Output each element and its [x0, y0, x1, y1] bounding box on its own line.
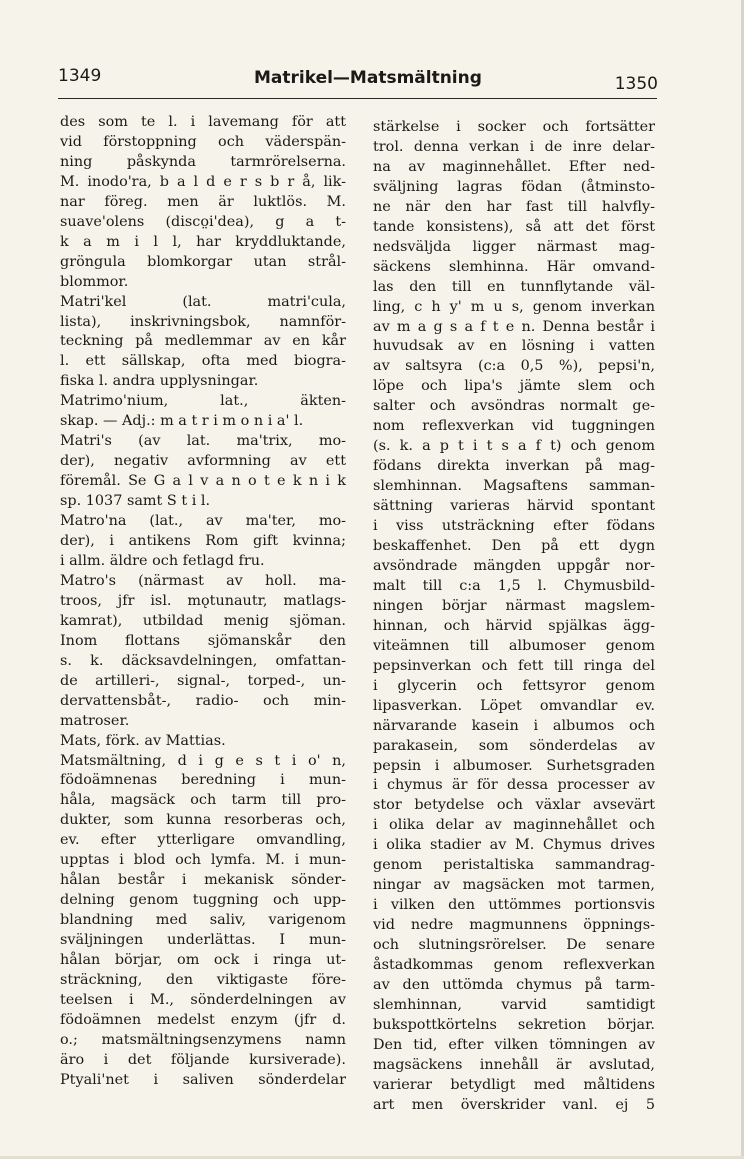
text-line: av saltsyra (c:a 0,5 %), pepsi'n, — [373, 358, 655, 375]
text-line: suave'olens (disco̤i'dea), g a t- — [60, 213, 346, 230]
text-line: födans direkta inverkan på mag- — [373, 458, 655, 475]
text-line: ne när den har fast till halvfly- — [373, 198, 655, 215]
text-line: Ptyali'net i saliven sönderdelar — [60, 1071, 346, 1088]
text-line: håla, magsäck och tarm till pro- — [60, 792, 346, 809]
text-line: pepsinverkan och fett till ringa del — [373, 657, 655, 674]
text-line: Matsmältning, d i g e s t i o' n, — [60, 752, 346, 769]
text-line: hålan börjar, om ock i ringa ut- — [60, 952, 346, 969]
text-line: (s. k. a p t i t s a f t) och genom — [373, 438, 655, 455]
text-line: dervattensbåt-, radio- och min- — [60, 692, 346, 709]
text-line: i viss utsträckning efter födans — [373, 518, 655, 535]
text-line: beskaffenhet. Den på ett dygn — [373, 538, 655, 555]
text-line: och slutningsrörelser. De senare — [373, 937, 655, 954]
text-line: s. k. däcksavdelningen, omfattan- — [60, 652, 346, 669]
text-line: genom peristaltiska sammandrag- — [373, 857, 655, 874]
right-text-column — [373, 118, 655, 1116]
text-line: na av maginnehållet. Efter ned- — [373, 158, 655, 175]
text-line: vid förstoppning och väderspän- — [60, 133, 346, 150]
text-line: trol. denna verkan i de inre delar- — [373, 138, 655, 155]
left-text-column — [60, 113, 346, 1091]
text-line: Matri's (av lat. ma'trix, mo- — [60, 433, 346, 450]
text-line: blommor. — [60, 273, 129, 290]
text-line: av den uttömda chymus på tarm- — [373, 976, 655, 993]
text-line: löpe och lipa's jämte slem och — [373, 378, 655, 395]
text-line: sättning varieras härvid spontant — [373, 498, 655, 515]
text-line: hinnan, och härvid spjälkas ägg- — [373, 617, 655, 634]
text-line: närvarande kasein i albumos och — [373, 717, 655, 734]
text-line: Inom flottans sjömanskår den — [60, 632, 346, 649]
text-line: äro i det följande kursiverade). — [60, 1051, 346, 1068]
text-line: de artilleri-, signal-, torped-, un- — [60, 672, 346, 689]
text-line: l. ett sällskap, ofta med biogra- — [60, 353, 346, 370]
running-header — [58, 66, 658, 94]
text-line: kamrat), utbildad menig sjöman. — [60, 612, 346, 629]
text-line: av m a g s a f t e n. Denna består i — [373, 318, 655, 335]
text-line: Matro'na (lat., av ma'ter, mo- — [60, 513, 346, 530]
page-number-left: 1349 — [58, 66, 102, 86]
text-line: k a m i l l, har kryddluktande, — [60, 233, 346, 250]
text-line: bukspottkörtelns sekretion börjar. — [373, 1016, 655, 1033]
running-title: Matrikel—Matsmältning — [254, 68, 482, 88]
text-line: sväljningen underlättas. I mun- — [60, 932, 346, 949]
text-line: des som te l. i lavemang för att — [60, 114, 346, 130]
text-line: malt till c:a 1,5 l. Chymusbild- — [373, 577, 655, 594]
text-line: Den tid, efter vilken tömningen av — [373, 1036, 655, 1053]
text-line: fiska l. andra upplysningar. — [60, 373, 259, 390]
text-line: ling, c h y' m u s, genom inverkan — [373, 298, 655, 315]
text-line: nar föreg. men är luktlös. M. — [60, 193, 346, 210]
text-line: pepsin i albumoser. Surhetsgraden — [373, 757, 655, 774]
text-line: art men överskrider vanl. ej 5 — [373, 1096, 655, 1113]
text-line: hålan består i mekanisk sönder- — [60, 872, 346, 889]
text-line: i vilken den uttömmes portionsvis — [373, 897, 655, 914]
text-line: viteämnen till albumoser genom — [373, 637, 655, 654]
text-line: o.; matsmältningsenzymens namn — [60, 1031, 346, 1048]
text-line: stor betydelse och växlar avsevärt — [373, 797, 655, 814]
text-line: ningar av magsäcken mot tarmen, — [373, 877, 655, 894]
text-line: födoämnenas beredning i mun- — [60, 772, 346, 789]
text-line: der), negativ avformning av ett — [60, 453, 346, 470]
text-line: teckning på medlemmar av en kår — [60, 333, 346, 350]
text-line: födoämnen medelst enzym (jfr d. — [60, 1011, 346, 1028]
text-line: varierar betydligt med måltidens — [373, 1076, 655, 1093]
text-line: Mats, förk. av Mattias. — [60, 732, 226, 749]
text-line: vid nedre magmunnens öppnings- — [373, 917, 655, 934]
text-line: nedsväljda ligger närmast mag- — [373, 238, 655, 255]
header-rule — [58, 98, 657, 99]
text-line: slemhinnan. Magsaftens samman- — [373, 478, 655, 495]
text-line: Matrimo'nium, lat., äkten- — [60, 393, 346, 410]
text-line: i allm. äldre och fetlagd fru. — [60, 552, 265, 569]
text-line: sväljning lagras födan (åtminsto- — [373, 178, 655, 195]
text-line: i olika delar av maginnehållet och — [373, 817, 655, 834]
text-line: lista), inskrivningsbok, namnför- — [60, 313, 346, 330]
text-line: sträckning, den viktigaste före- — [60, 971, 346, 988]
text-line: las den till en tunnflytande väl- — [373, 278, 655, 295]
text-line: matroser. — [60, 712, 130, 729]
text-line: teelsen i M., sönderdelningen av — [60, 991, 346, 1008]
text-line: stärkelse i socker och fortsätter — [373, 119, 655, 135]
text-line: lipasverkan. Löpet omvandlar ev. — [373, 697, 655, 714]
text-line: Matri'kel (lat. matri'cula, — [60, 293, 346, 310]
text-line: slemhinnan, varvid samtidigt — [373, 996, 655, 1013]
text-line: ev. efter ytterligare omvandling, — [60, 832, 346, 849]
text-line: i olika stadier av M. Chymus drives — [373, 837, 655, 854]
text-line: magsäckens innehåll är avslutad, — [373, 1056, 655, 1073]
text-line: dukter, som kunna resorberas och, — [60, 812, 346, 829]
text-line: der), i antikens Rom gift kvinna; — [60, 533, 346, 550]
text-line: i chymus är för dessa processer av — [373, 777, 655, 794]
text-line: upptas i blod och lymfa. M. i mun- — [60, 852, 346, 869]
text-line: avsöndrade mängden uppgår nor- — [373, 557, 655, 574]
text-line: nom reflexverkan vid tuggningen — [373, 418, 655, 435]
text-line: ningen börjar närmast magslem- — [373, 597, 655, 614]
text-line: åstadkommas genom reflexverkan — [373, 957, 655, 974]
text-line: tande konsistens), så att det först — [373, 218, 655, 235]
text-line: troos, jfr isl. mǫtunautr, matlags- — [60, 592, 346, 609]
text-line: säckens slemhinna. Här omvand- — [373, 258, 655, 275]
text-line: Matro's (närmast av holl. ma- — [60, 572, 346, 589]
text-line: huvudsak av en lösning i vatten — [373, 338, 655, 355]
text-line: föremål. Se G a l v a n o t e k n i k — [60, 473, 346, 490]
text-line: blandning med saliv, varigenom — [60, 912, 346, 929]
text-line: parakasein, som sönderdelas av — [373, 737, 655, 754]
text-line: sp. 1037 samt S t i l. — [60, 493, 211, 510]
page-number-right: 1350 — [614, 74, 658, 94]
text-line: skap. — Adj.: m a t r i m o n i a' l. — [60, 413, 304, 430]
text-line: gröngula blomkorgar utan strål- — [60, 253, 346, 270]
text-line: i glycerin och fettsyror genom — [373, 677, 655, 694]
text-line: salter och avsöndras normalt ge- — [373, 398, 655, 415]
text-line: ning påskynda tarmrörelserna. — [60, 153, 346, 170]
text-line: M. inodo'ra, b a l d e r s b r å, lik- — [60, 173, 346, 190]
text-line: delning genom tuggning och upp- — [60, 892, 346, 909]
